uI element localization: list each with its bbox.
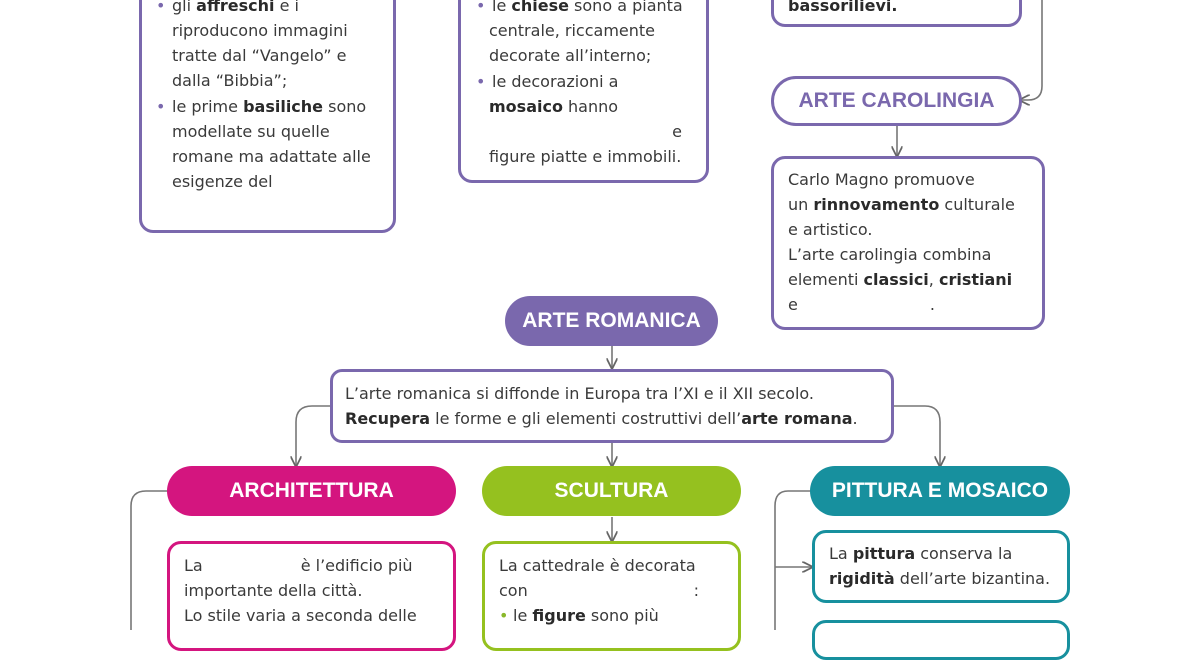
arte-romanica-title: ARTE ROMANICA	[505, 296, 718, 346]
connector-bassorilievi-carolingia	[1020, 0, 1042, 100]
chiese-text: • le chiese sono a pianta centrale, riccamente decorate all’interno; • le decorazioni a mosaico hanno e figure piatte e immobili.	[476, 0, 698, 169]
romanica-text: L’arte romanica si diffonde in Europa tra l’XI e il XII secolo. Recupera le forme e gli elementi costruttivi dell’arte romana.	[345, 384, 858, 428]
connector-architettura-side	[131, 491, 168, 630]
connector-pittura-side	[775, 491, 812, 630]
mosaico-box	[812, 620, 1070, 660]
arte-carolingia-title: ARTE CAROLINGIA	[771, 76, 1022, 126]
connector-romanica-architettura	[296, 406, 330, 466]
scultura-title: SCULTURA	[482, 466, 741, 516]
basiliche-text: • gli affreschi e i riproducono immagini tratte dal “Vangelo” e dalla “Bibbia”; • le prime basiliche sono modellate su quelle romane ma adattate alle esigenze del	[156, 0, 371, 194]
connector-romanica-pittura	[893, 406, 940, 466]
bassorilievi-text: bassorilievi.	[788, 0, 898, 15]
carolingia-text: Carlo Magno promuove un rinnovamento culturale e artistico. L’arte carolingia combina elementi classici, cristiani e .	[788, 170, 1015, 314]
pittura-text: La pittura conserva la rigidità dell’arte bizantina.	[829, 544, 1051, 588]
scultura-text: La cattedrale è decorata con : • le figure sono più	[499, 553, 699, 628]
architettura-title: ARCHITETTURA	[167, 466, 456, 516]
pittura-mosaico-title: PITTURA E MOSAICO	[810, 466, 1070, 516]
architettura-text: La è l’edificio più importante della città. Lo stile varia a seconda delle	[184, 556, 417, 625]
